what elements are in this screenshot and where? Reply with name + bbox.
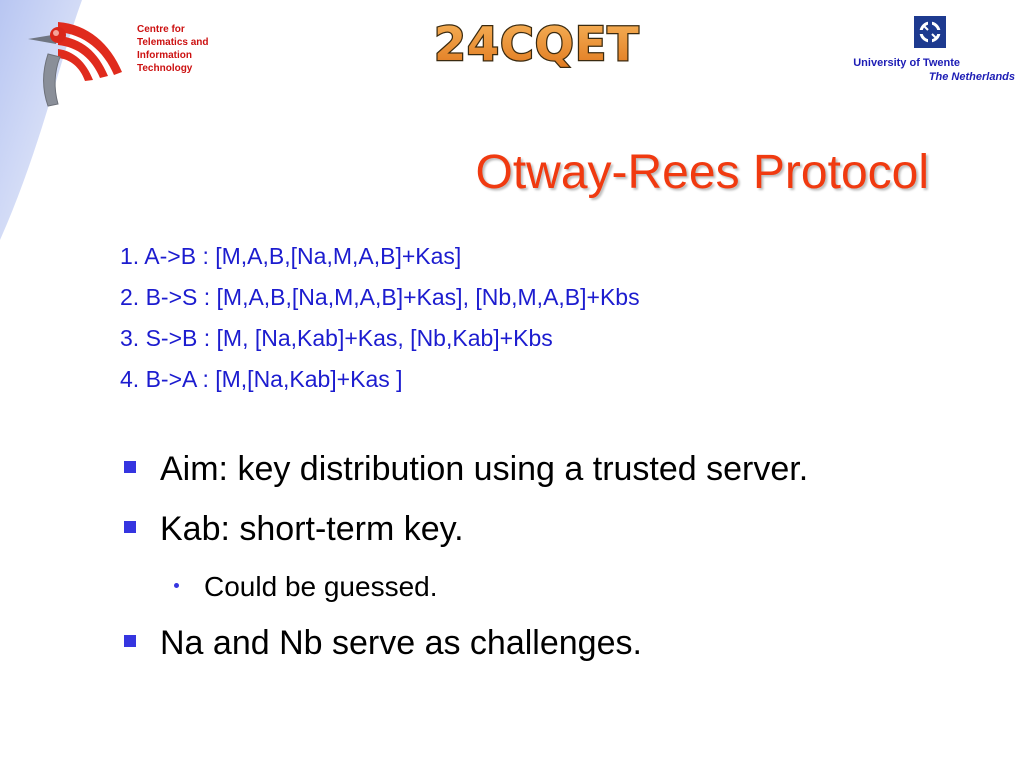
bullet-text: Aim: key distribution using a trusted server. [160, 450, 809, 488]
university-country: The Netherlands [928, 71, 1015, 83]
bullet-item [122, 507, 808, 567]
protocol-step: 3. S->B : [M, [Na,Kab]+Kas, [Nb,Kab]+Kbs [120, 325, 553, 351]
university-name: University of Twente [853, 57, 960, 69]
protocol-steps [120, 238, 640, 402]
protocol-step: 4. B->A : [M,[Na,Kab]+Kas ] [120, 366, 403, 392]
org-line: Technology [137, 63, 193, 74]
square-bullet-icon [124, 521, 136, 533]
bullet-item [122, 621, 808, 681]
bullet-list [122, 447, 808, 681]
bullet-text: Kab: short-term key. [160, 510, 464, 548]
protocol-step: 2. B->S : [M,A,B,[Na,M,A,B]+Kas], [Nb,M,A,B]+Kbs [120, 284, 640, 310]
event-logo-text: 24CQET [434, 17, 640, 71]
square-bullet-icon [124, 635, 136, 647]
bullet-text: Could be guessed. [204, 571, 438, 602]
org-line: Centre for [137, 24, 185, 35]
ctit-logo-icon [18, 14, 128, 114]
ut-logo-icon [914, 16, 946, 48]
slide-title: Otway-Rees Protocol [475, 146, 929, 199]
bullet-text: Na and Nb serve as challenges. [160, 624, 642, 662]
dot-bullet-icon [174, 579, 182, 587]
event-logo [430, 14, 660, 72]
ctit-org-name [137, 23, 209, 75]
square-bullet-icon [124, 461, 136, 473]
bullet-item [122, 447, 808, 507]
org-line: Information [137, 50, 192, 61]
org-line: Telematics and [137, 37, 209, 48]
protocol-step: 1. A->B : [M,A,B,[Na,M,A,B]+Kas] [120, 243, 462, 269]
sub-bullet-item [122, 567, 808, 621]
